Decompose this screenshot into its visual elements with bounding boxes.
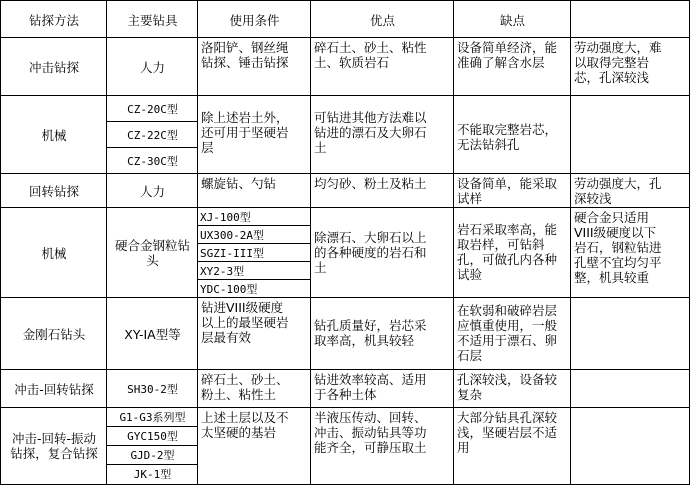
row-pros: 均匀砂、粉土及粘土	[314, 176, 427, 191]
row-method: 回转钻探	[28, 183, 79, 199]
header-condition: 使用条件	[229, 12, 280, 28]
sub-divider	[197, 261, 311, 262]
row-condition: 上述土层以及不 太坚硬的基岩	[201, 410, 289, 440]
row-tool-item: CZ-22C型	[127, 128, 178, 142]
row-method: 金刚石钻头	[22, 326, 86, 342]
row-tool-item: JK-1型	[133, 468, 172, 481]
row-tool-item: YDC-100型	[200, 282, 258, 296]
row-divider	[0, 369, 690, 370]
row-tool-item: UX300-2A型	[200, 228, 264, 242]
row-method: 冲击-回转-振动 钻探，复合钻探	[10, 431, 98, 461]
row-tool: XY-IA型等	[124, 326, 181, 342]
row-divider	[0, 95, 690, 96]
row-extra: 劳动强度大，难 以取得完整岩 芯，孔深较浅	[574, 40, 662, 85]
row-cons: 孔深较浅，设备较 复杂	[457, 372, 558, 402]
row-tool-item: GYC150型	[127, 430, 178, 443]
row-tool-item: SGZI-III型	[200, 246, 264, 260]
sub-divider	[106, 445, 198, 446]
row-pros: 半液压传动、回转、 冲击、振动钻具等功 能齐全，可静压取土	[314, 410, 427, 455]
row-method: 机械	[41, 245, 67, 261]
row-tool-item: GJD-2型	[130, 449, 175, 462]
row-tool: 硬合金钢粒钻 头	[114, 238, 190, 268]
header-method: 钻探方法	[28, 12, 79, 28]
row-cons: 在软弱和破碎岩层 应慎重使用，一般 不适用于漂石、卵 石层	[457, 303, 558, 363]
sub-divider	[106, 121, 198, 122]
table-border	[0, 0, 1, 485]
row-tool-item: XJ-100型	[200, 210, 251, 224]
row-condition: 洛阳铲、钢丝绳 钻探、锤击钻探	[201, 40, 289, 70]
row-pros: 除漂石、大卵石以上 的各种硬度的岩石和 土	[314, 230, 427, 275]
row-cons: 大部分钻具孔深较 浅，坚硬岩层不适 用	[457, 410, 558, 455]
row-tool: SH30-2型	[127, 382, 178, 396]
row-divider	[0, 37, 690, 38]
row-pros: 碎石土、砂土、粘性 土、软质岩石	[314, 40, 427, 70]
row-tool-item: G1-G3系列型	[119, 411, 186, 424]
row-divider	[0, 407, 690, 408]
sub-divider	[197, 279, 311, 280]
row-condition: 钻进VIII级硬度 以上的最坚硬岩 层最有效	[201, 300, 289, 345]
row-cons: 设备简单，能采取 试样	[457, 176, 558, 206]
row-condition: 螺旋钻、勺钻	[201, 176, 277, 191]
row-cons: 不能取完整岩芯， 无法钻斜孔	[457, 122, 558, 152]
column-divider	[106, 0, 107, 485]
row-condition: 碎石土、砂土、 粉土、粘性土	[201, 372, 289, 402]
sub-divider	[197, 225, 311, 226]
header-tool: 主要钻具	[127, 12, 178, 28]
row-tool-item: CZ-20C型	[127, 102, 178, 116]
row-pros: 钻进效率较高、适用 于各种土体	[314, 372, 427, 402]
row-extra: 硬合金只适用 VIII级硬度以下 岩石，钢粒钻进 孔壁不宜均匀平 整，机具较重	[574, 210, 662, 285]
sub-divider	[106, 147, 198, 148]
table-border	[0, 0, 690, 1]
row-method: 冲击-回转钻探	[14, 381, 94, 397]
row-divider	[0, 297, 690, 298]
row-method: 冲击钻探	[28, 59, 79, 75]
sub-divider	[106, 426, 198, 427]
row-tool: 人力	[139, 59, 165, 75]
header-cons: 缺点	[499, 12, 525, 28]
header-pros: 优点	[369, 12, 395, 28]
row-divider	[0, 207, 690, 208]
row-tool-item: CZ-30C型	[127, 154, 178, 168]
row-condition: 除上述岩土外， 还可用于坚硬岩 层	[201, 110, 289, 155]
sub-divider	[197, 243, 311, 244]
sub-divider	[106, 464, 198, 465]
row-method: 机械	[41, 127, 67, 143]
row-tool-item: XY2-3型	[200, 264, 245, 278]
row-divider	[0, 173, 690, 174]
row-extra: 劳动强度大，孔 深较浅	[574, 176, 662, 206]
row-cons: 岩石采取率高，能 取岩样，可钻斜 孔，可做孔内各种 试验	[457, 222, 558, 282]
row-tool: 人力	[139, 183, 165, 199]
column-divider	[453, 0, 454, 485]
row-pros: 可钻进其他方法难以 钻进的漂石及大卵石 土	[314, 110, 427, 155]
column-divider	[570, 0, 571, 485]
row-pros: 钻孔质量好，岩芯采 取率高，机具较轻	[314, 318, 427, 348]
row-cons: 设备简单经济，能 准确了解含水层	[457, 40, 558, 70]
